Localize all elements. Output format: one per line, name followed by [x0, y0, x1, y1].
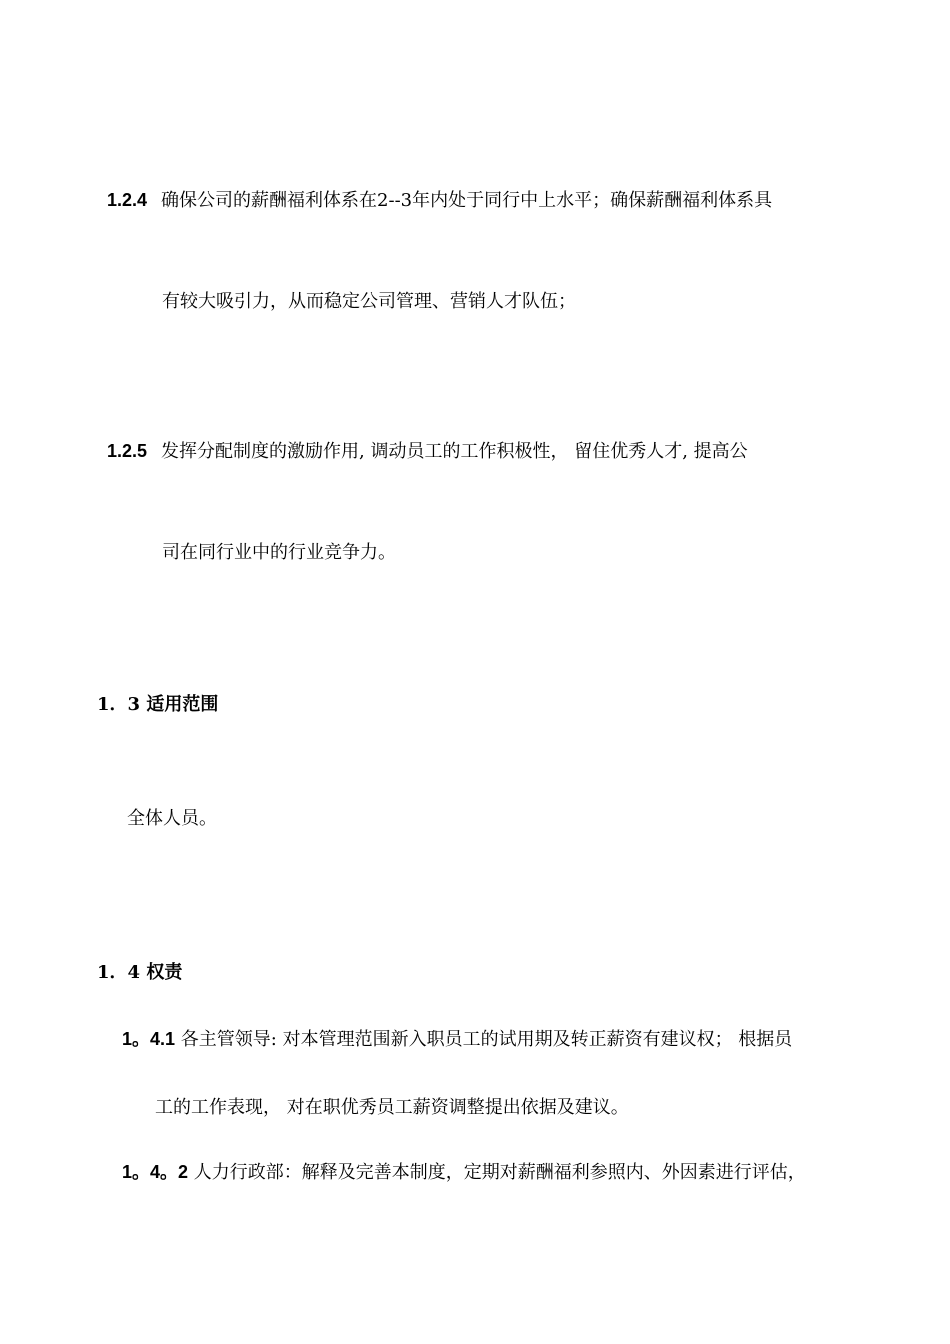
item-number: 1。4.1: [122, 1029, 176, 1049]
section-1-4-heading: [97, 961, 182, 985]
item-text: 人力行政部：解释及完善本制度，定期对薪酬福利参照内、外因素进行评估，: [193, 1162, 806, 1183]
item-1-2-4-line1: [107, 188, 772, 213]
item-text: 发挥分配制度的激励作用, 调动员工的工作积极性， 留住优秀人才, 提高公: [161, 441, 748, 462]
section-1-3-heading: [97, 693, 218, 717]
item-text: 有较大吸引力，从而稳定公司管理、营销人才队伍；: [162, 291, 576, 312]
item-1-2-5-line1: [107, 439, 748, 464]
item-1-2-5-line2: [162, 541, 396, 565]
item-text: 司在同行业中的行业竞争力。: [162, 542, 396, 563]
item-1-4-2-line1: [122, 1160, 806, 1185]
item-text: 各主管领导: 对本管理范围新入职员工的试用期及转正薪资有建议权； 根据员: [180, 1029, 793, 1050]
item-1-2-4-line2: [162, 290, 576, 314]
item-1-4-1-line1: [122, 1027, 792, 1052]
section-1-3-body: [127, 807, 217, 831]
item-text: 确保公司的薪酬福利体系在2--3年内处于同行中上水平；确保薪酬福利体系具: [161, 190, 773, 211]
item-1-4-1-line2: [155, 1096, 629, 1120]
section-body-text: 全体人员。: [127, 808, 217, 829]
section-title: 适用范围: [146, 694, 219, 715]
item-number: 1.2.5: [107, 441, 148, 461]
section-number: 1．4: [97, 962, 141, 983]
item-text: 工的工作表现， 对在职优秀员工薪资调整提出依据及建议。: [155, 1097, 629, 1118]
item-number: 1.2.4: [107, 190, 148, 210]
section-number: 1．3: [97, 694, 141, 715]
item-number: 1。4。2: [122, 1162, 189, 1182]
section-title: 权责: [146, 962, 183, 983]
